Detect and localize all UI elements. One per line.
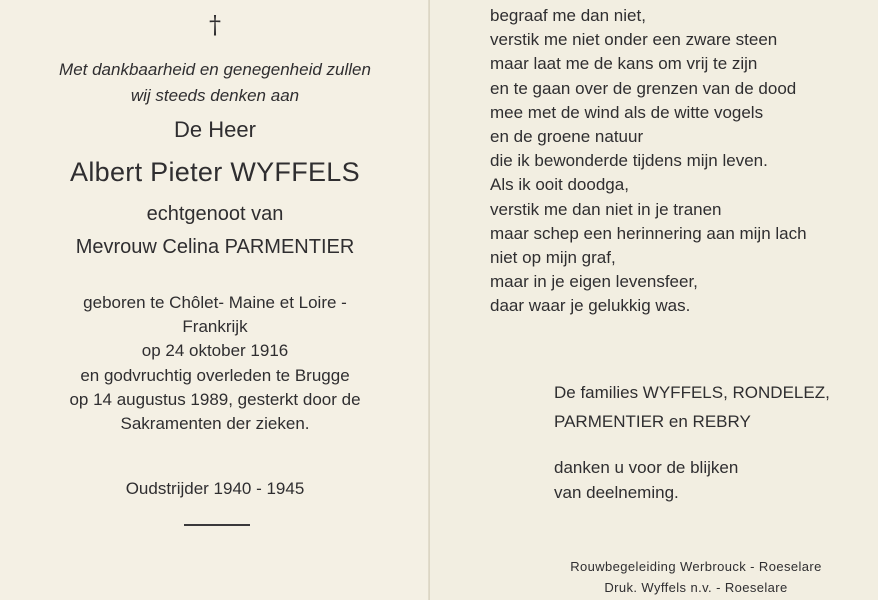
intro-line: Met dankbaarheid en genegenheid zullen — [59, 60, 371, 79]
families-line: De families WYFFELS, RONDELEZ, — [554, 383, 830, 402]
poem-line: mee met de wind als de witte vogels — [490, 102, 764, 122]
honorific-title: De Heer — [174, 117, 256, 142]
bio-line: op 14 augustus 1989, gesterkt door de — [69, 389, 361, 409]
poem-line: daar waar je gelukkig was. — [490, 296, 691, 316]
thanks-line: danken u voor de blijken — [554, 458, 739, 477]
families-signature — [554, 378, 830, 436]
poem-line: maar in je eigen levensfeer, — [490, 272, 698, 292]
spouse-relation: echtgenoot van — [146, 203, 284, 225]
biography — [0, 291, 430, 436]
bio-line: Frankrijk — [182, 317, 248, 337]
printer-credit — [526, 556, 866, 598]
bio-line: op 24 oktober 1916 — [141, 341, 289, 361]
poem-line: die ik bewonderde tijdens mijn leven. — [490, 151, 768, 171]
poem-line: maar schep een herinnering aan mijn lach — [490, 223, 807, 243]
poem-line: en te gaan over de grenzen van de dood — [490, 78, 797, 98]
bio-line: Sakramenten der zieken. — [120, 414, 310, 434]
poem-line: Als ik ooit doodga, — [490, 175, 629, 195]
poem-line: verstik me dan niet in je tranen — [490, 199, 722, 219]
cross-symbol: † — [209, 11, 221, 39]
poem-line: begraaf me dan niet, — [490, 6, 646, 25]
veteran-note: Oudstrijder 1940 - 1945 — [125, 479, 305, 498]
thanks-text — [554, 455, 738, 505]
poem-line: verstik me niet onder een zware steen — [490, 30, 778, 50]
left-page — [0, 0, 430, 600]
deceased-name: Albert Pieter WYFFELS — [70, 157, 360, 187]
spouse-name: Mevrouw Celina PARMENTIER — [75, 236, 355, 258]
divider-rule — [184, 524, 250, 526]
thanks-line: van deelneming. — [554, 483, 679, 502]
poem-line: en de groene natuur — [490, 127, 644, 147]
families-line: PARMENTIER en REBRY — [554, 412, 751, 431]
bio-line: geboren te Chôlet- Maine et Loire - — [83, 293, 347, 312]
intro-text — [0, 57, 430, 109]
printer-line: Rouwbegeleiding Werbrouck - Roeselare — [570, 559, 822, 574]
poem-line: maar laat me de kans om vrij te zijn — [490, 54, 758, 74]
poem-line: niet op mijn graf, — [490, 248, 616, 268]
intro-line: wij steeds denken aan — [130, 86, 300, 105]
right-page — [430, 0, 878, 600]
bio-line: en godvruchtig overleden te Brugge — [80, 365, 350, 385]
poem — [490, 4, 807, 319]
printer-line: Druk. Wyffels n.v. - Roeselare — [604, 580, 788, 595]
